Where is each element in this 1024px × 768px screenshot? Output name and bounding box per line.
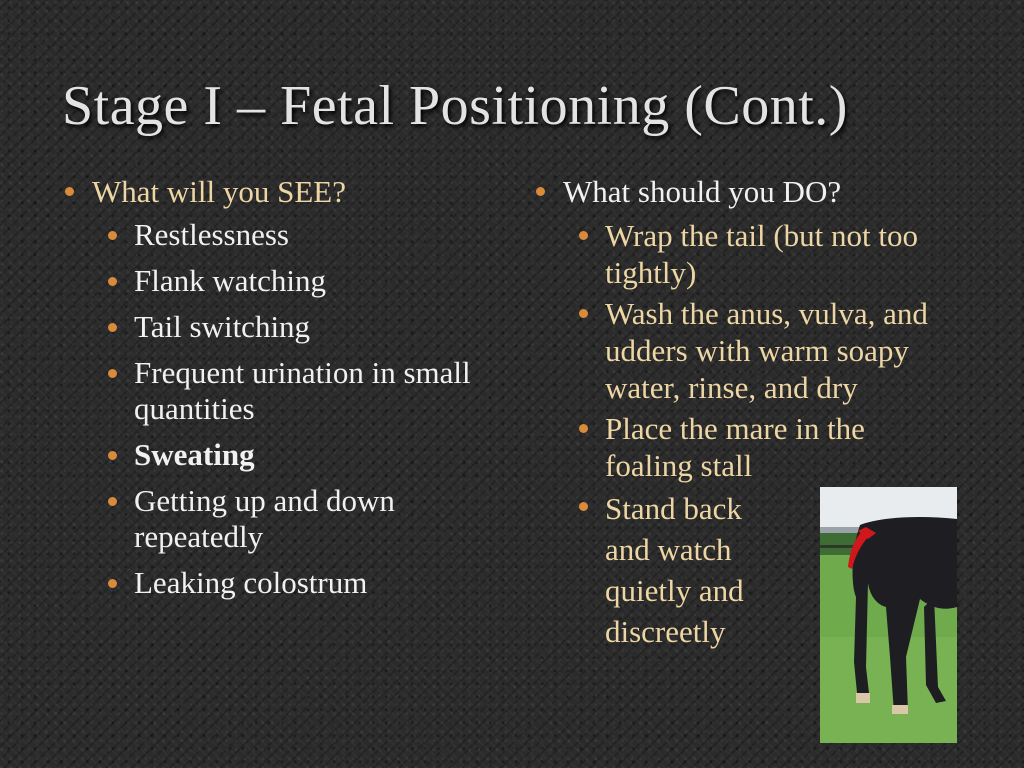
do-item <box>579 488 785 652</box>
see-item <box>108 217 472 253</box>
bullet-icon <box>579 424 588 433</box>
do-item <box>579 295 938 406</box>
do-item <box>579 410 935 484</box>
see-item <box>108 565 472 601</box>
do-item-text: Wrap the tail (but not too tightly) <box>605 218 918 290</box>
see-item-text: Frequent urination in small quantities <box>134 355 471 426</box>
see-item-text: Leaking colostrum <box>134 565 368 600</box>
see-heading-item <box>62 174 472 601</box>
do-heading: What should you DO? <box>563 174 842 209</box>
see-column <box>62 174 472 611</box>
bullet-icon <box>108 451 117 460</box>
bullet-icon <box>579 231 588 240</box>
bullet-icon <box>65 187 74 196</box>
see-item-text: Restlessness <box>134 217 289 252</box>
see-item-text: Getting up and down repeatedly <box>134 483 395 554</box>
do-item <box>579 217 938 291</box>
do-item-text: Stand back and watch quietly and discreetly <box>605 491 744 649</box>
bullet-icon <box>579 502 588 511</box>
bullet-icon <box>108 231 117 240</box>
horse-image <box>820 487 957 743</box>
bullet-icon <box>579 309 588 318</box>
see-item-text: Tail switching <box>134 309 311 344</box>
slide-title: Stage I – Fetal Positioning (Cont.) <box>62 75 848 137</box>
bullet-icon <box>108 323 117 332</box>
do-item-text: Place the mare in the foaling stall <box>605 411 865 483</box>
see-heading: What will you SEE? <box>92 174 346 209</box>
see-item <box>108 263 472 299</box>
bullet-icon <box>108 369 117 378</box>
do-item-text: Wash the anus, vulva, and udders with warm soapy water, rinse, and dry <box>605 296 928 405</box>
bullet-icon <box>108 497 117 506</box>
see-list <box>62 174 472 601</box>
see-item-text: Sweating <box>134 437 255 472</box>
see-sublist <box>92 217 472 601</box>
bullet-icon <box>108 277 117 286</box>
bullet-icon <box>108 579 117 588</box>
see-item <box>108 437 472 473</box>
see-item <box>108 355 472 427</box>
see-item-text: Flank watching <box>134 263 326 298</box>
bullet-icon <box>536 187 545 196</box>
see-item <box>108 483 472 555</box>
see-item <box>108 309 472 345</box>
horse-photo <box>820 487 957 743</box>
